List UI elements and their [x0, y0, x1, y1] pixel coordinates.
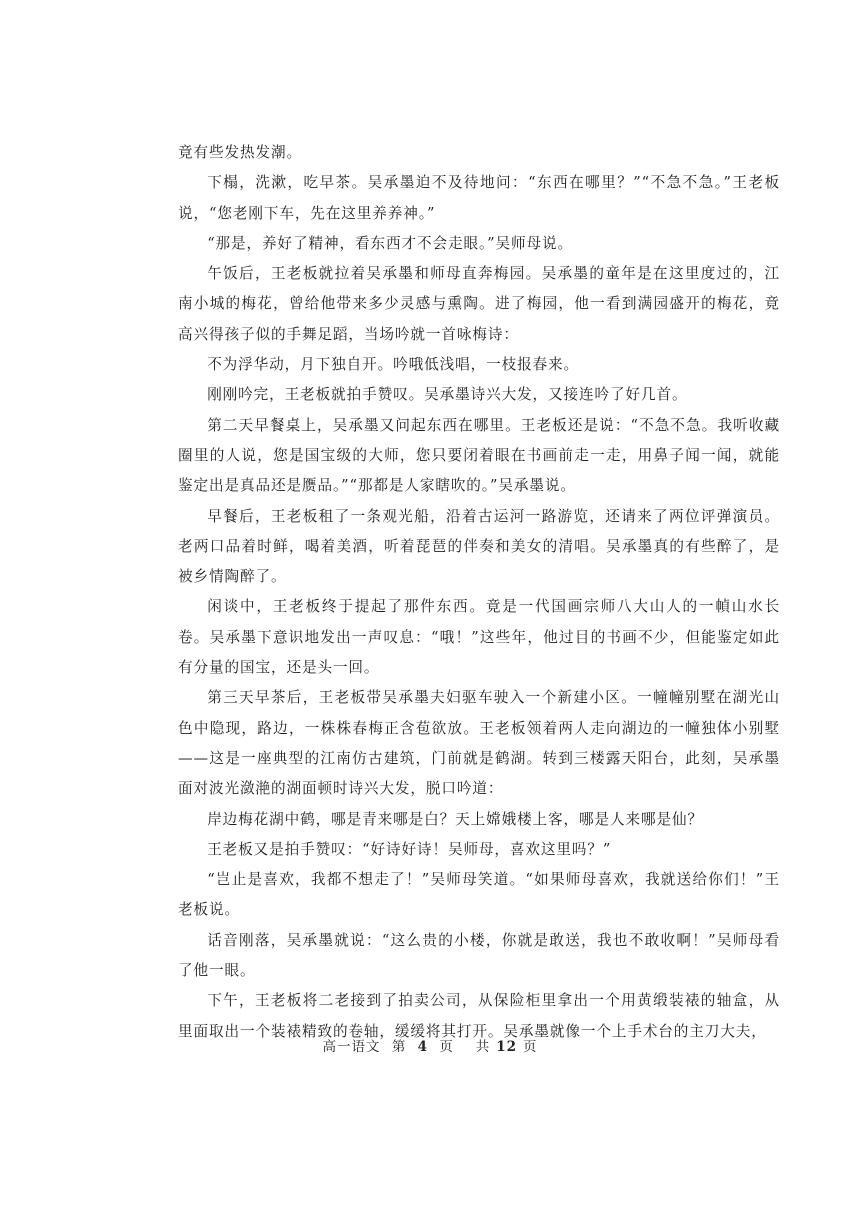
paragraph: 午饭后，王老板就拉着吴承墨和师母直奔梅园。吴承墨的童年是在这里度过的，江南小城的梅花，曾给他带来多少灵感与熏陶。进了梅园，他一看到满园盛开的梅花，竟高兴得孩子似的手舞足蹈，当场吟就一首咏梅诗： [178, 265, 780, 343]
paragraph: 刚刚吟完，王老板就拍手赞叹。吴承墨诗兴大发，又接连吟了好几首。 [207, 386, 688, 404]
page-footer [0, 1035, 860, 1055]
paragraph: 竟有些发热发潮。 [178, 144, 302, 161]
passage-text [178, 138, 780, 1047]
paragraph: “那是，养好了精神，看东西才不会走眼。”吴师母说。 [207, 234, 573, 252]
paragraph: 下榻，洗漱，吃早茶。吴承墨迫不及待地问：“东西在哪里？”“不急不急。”王老板说，“您老刚下车，先在这里养养神。” [178, 174, 780, 222]
paragraph: 不为浮华动，月下独自开。吟哦低浅唱，一枝报春来。 [207, 356, 580, 374]
footer-total-prefix: 共 [475, 1039, 491, 1055]
paragraph: 早餐后，王老板租了一条观光船，沿着古运河一路游览，还请来了两位评弹演员。老两口品着时鲜，喝着美酒，听着琵琶的伴奏和美女的清唱。吴承墨真的有些醉了，是被乡情陶醉了。 [178, 507, 780, 586]
paragraph: 王老板又是拍手赞叹：“好诗好诗！吴师母，喜欢这里吗？” [207, 840, 612, 858]
footer-page-number: 4 [417, 1039, 429, 1055]
paragraph: 第三天早茶后，王老板带吴承墨夫妇驱车驶入一个新建小区。一幢幢别墅在湖光山色中隐现，路边，一株株春梅正含苞欲放。王老板领着两人走向湖边的一幢独体小别墅——这是一座典型的江南仿古建筑，门前就是鹤湖。转到三楼露天阳台，此刻，吴承墨面对波光潋滟的湖面顿时诗兴大发，脱口吟道： [178, 689, 780, 798]
paragraph: 岸边梅花湖中鹤，哪是青来哪是白？天上嫦娥楼上客，哪是人来哪是仙？ [207, 810, 703, 828]
paragraph: 话音刚落，吴承墨就说：“这么贵的小楼，你就是敢送，我也不敢收啊！”吴师母看了他一眼。 [178, 931, 780, 980]
paragraph: “岂止是喜欢，我都不想走了！”吴师母笑道。“如果师母喜欢，我就送给你们！”王老板说。 [178, 871, 780, 919]
footer-total-pages: 12 [496, 1039, 517, 1055]
footer-page-suffix: 页 [439, 1039, 454, 1055]
paragraph: 第二天早餐桌上，吴承墨又问起东西在哪里。王老板还是说：“不急不急。我听收藏圈里的人说，您是国宝级的大师，您只要闭着眼在书画前走一走，用鼻子闻一闻，就能鉴定出是真品还是赝品。”“那都是人家瞎吹的。”吴承墨说。 [178, 416, 780, 495]
footer-page-prefix: 第 [391, 1039, 407, 1055]
paragraph: 下午，王老板将二老接到了拍卖公司，从保险柜里拿出一个用黄缎装裱的轴盒，从里面取出一个装裱精致的卷轴，缓缓将其打开。吴承墨就像一个上手术台的主刀大夫， [178, 992, 780, 1040]
footer-subject: 高一语文 [322, 1039, 381, 1055]
footer-total-suffix: 页 [522, 1039, 538, 1055]
paragraph: 闲谈中，王老板终于提起了那件东西。竟是一代国画宗师八大山人的一幀山水长卷。吴承墨下意识地发出一声叹息：“哦！”这些年，他过目的书画不少，但能鉴定如此有分量的国宝，还是头一回。 [178, 598, 780, 677]
